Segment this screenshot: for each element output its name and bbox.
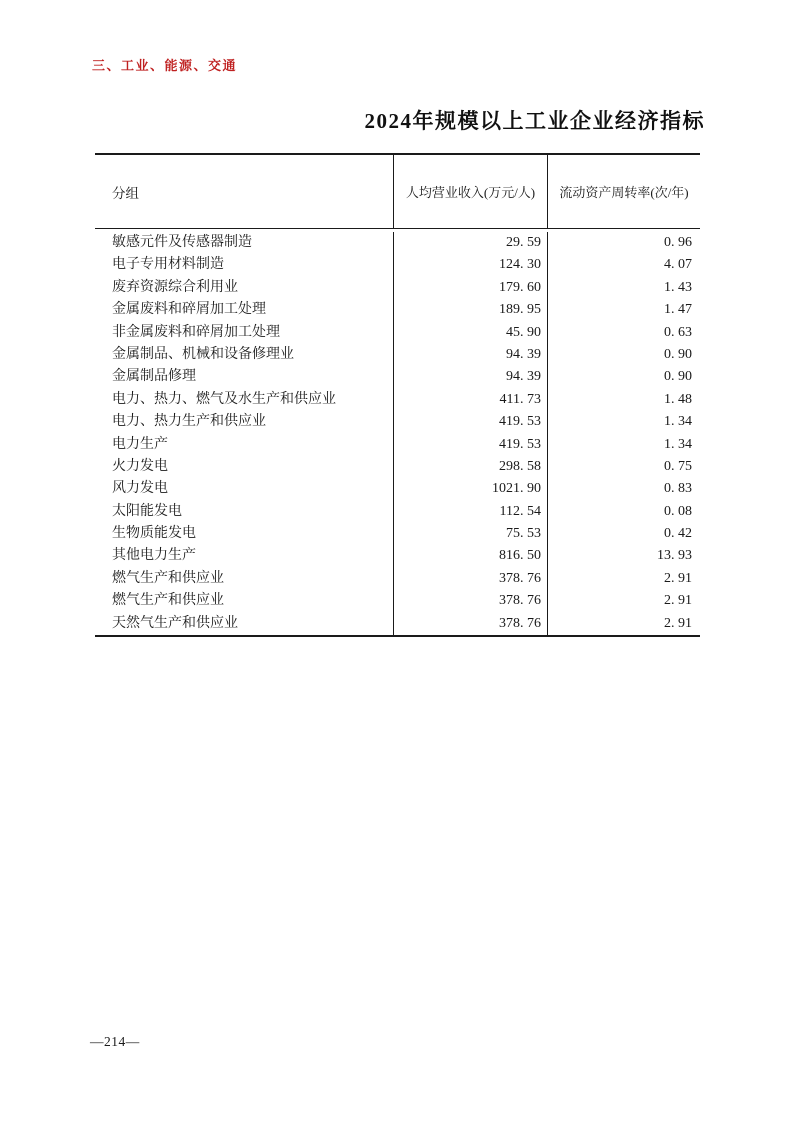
income-cell: 816. 50 (394, 545, 548, 567)
group-cell: 天然气生产和供应业 (95, 613, 394, 635)
income-cell: 179. 60 (394, 277, 548, 299)
section-header: 三、工业、能源、交通 (92, 58, 238, 73)
economic-indicators-table (95, 153, 700, 637)
column-header-group: 分组 (95, 155, 394, 228)
table-row (95, 232, 700, 254)
group-cell: 金属废料和碎屑加工处理 (95, 299, 394, 321)
turnover-cell: 1. 43 (664, 279, 692, 295)
turnover-cell: 1. 47 (664, 302, 692, 318)
turnover-cell: 0. 42 (664, 526, 692, 542)
table-row (95, 299, 700, 321)
table-title: 2024年规模以上工业企业经济指标 (364, 109, 705, 133)
table-body (95, 229, 700, 635)
turnover-cell: 2. 91 (664, 570, 692, 586)
income-cell: 411. 73 (394, 389, 548, 411)
table-row (95, 322, 700, 344)
table-row (95, 411, 700, 433)
table-row (95, 568, 700, 590)
table-row (95, 501, 700, 523)
income-cell: 94. 39 (394, 344, 548, 366)
group-cell: 电力生产 (95, 434, 394, 456)
group-cell: 火力发电 (95, 456, 394, 478)
table-row (95, 434, 700, 456)
table-row (95, 456, 700, 478)
income-cell: 1021. 90 (394, 478, 548, 500)
turnover-cell: 2. 91 (664, 593, 692, 609)
turnover-cell: 0. 90 (664, 346, 692, 362)
turnover-cell: 1. 34 (664, 436, 692, 452)
group-cell: 风力发电 (95, 478, 394, 500)
table-row (95, 590, 700, 612)
column-header-income-per-capita: 人均营业收入(万元/人) (394, 155, 548, 228)
group-cell: 燃气生产和供应业 (95, 568, 394, 590)
income-cell: 378. 76 (394, 568, 548, 590)
table-row (95, 389, 700, 411)
table-row (95, 344, 700, 366)
turnover-cell: 0. 08 (664, 503, 692, 519)
income-cell: 112. 54 (394, 501, 548, 523)
column-header-asset-turnover: 流动资产周转率(次/年) (559, 185, 689, 200)
group-cell: 敏感元件及传感器制造 (95, 232, 394, 254)
turnover-cell: 0. 96 (664, 235, 692, 250)
turnover-cell: 0. 63 (664, 324, 692, 340)
group-cell: 燃气生产和供应业 (95, 590, 394, 612)
income-cell: 45. 90 (394, 322, 548, 344)
table-row (95, 523, 700, 545)
income-cell: 419. 53 (394, 434, 548, 456)
turnover-cell: 13. 93 (657, 548, 692, 564)
turnover-cell: 0. 75 (664, 458, 692, 474)
table-row (95, 277, 700, 299)
table-row (95, 613, 700, 635)
turnover-cell: 2. 91 (664, 615, 692, 631)
income-cell: 419. 53 (394, 411, 548, 433)
group-cell: 其他电力生产 (95, 545, 394, 567)
income-cell: 189. 95 (394, 299, 548, 321)
table-row (95, 545, 700, 567)
income-cell: 378. 76 (394, 590, 548, 612)
turnover-cell: 1. 34 (664, 414, 692, 430)
turnover-cell: 0. 90 (664, 369, 692, 385)
group-cell: 生物质能发电 (95, 523, 394, 545)
table-row (95, 254, 700, 276)
income-cell: 75. 53 (394, 523, 548, 545)
group-cell: 非金属废料和碎屑加工处理 (95, 322, 394, 344)
group-cell: 电力、热力生产和供应业 (95, 411, 394, 433)
group-cell: 太阳能发电 (95, 501, 394, 523)
turnover-cell: 4. 07 (664, 257, 692, 273)
turnover-cell: 0. 83 (664, 481, 692, 497)
group-cell: 废弃资源综合利用业 (95, 277, 394, 299)
page-number: —214— (90, 1034, 140, 1049)
group-cell: 电力、热力、燃气及水生产和供应业 (95, 389, 394, 411)
group-cell: 金属制品修理 (95, 366, 394, 388)
income-cell: 29. 59 (394, 232, 548, 254)
income-cell: 378. 76 (394, 613, 548, 635)
table-header-row (95, 155, 700, 229)
income-cell: 124. 30 (394, 254, 548, 276)
table-row (95, 478, 700, 500)
turnover-cell: 1. 48 (664, 391, 692, 407)
group-cell: 金属制品、机械和设备修理业 (95, 344, 394, 366)
income-cell: 298. 58 (394, 456, 548, 478)
table-row (95, 366, 700, 388)
income-cell: 94. 39 (394, 366, 548, 388)
group-cell: 电子专用材料制造 (95, 254, 394, 276)
